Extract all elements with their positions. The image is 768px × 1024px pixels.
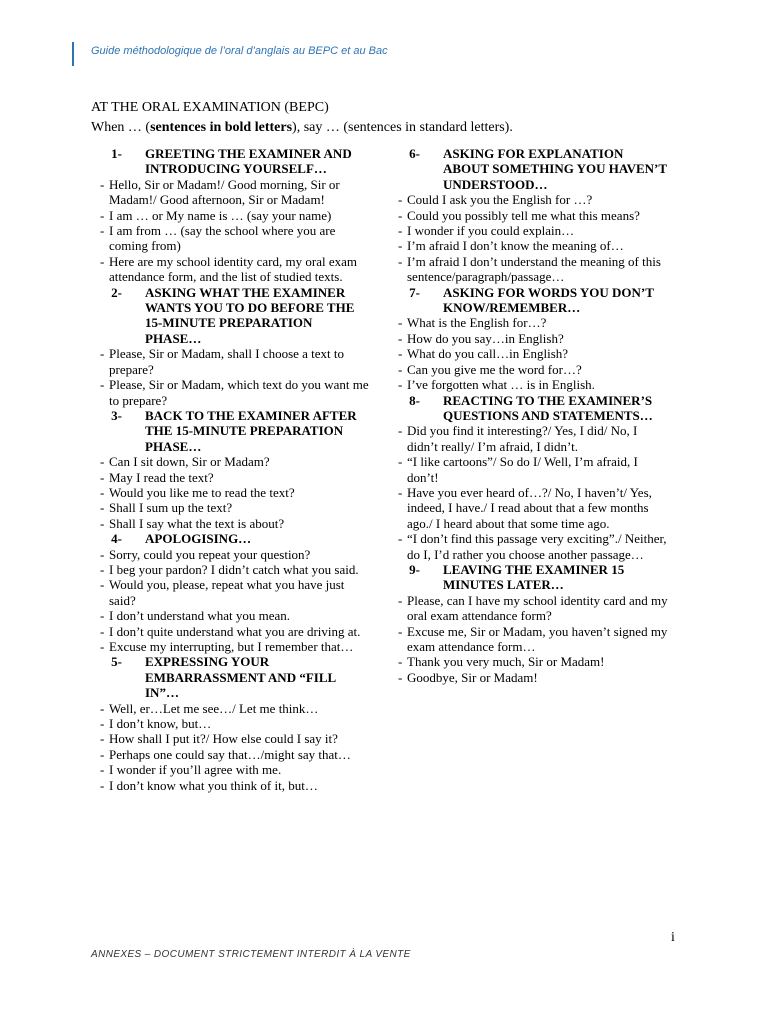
section-number: 4- [111,531,122,547]
phrase-item: - Shall I say what the text is about? [98,516,370,531]
header-rule [72,42,74,66]
phrase-item: - Excuse my interrupting, but I remember that… [98,639,370,654]
phrase-item: - Have you ever heard of…?/ No, I haven’t/ Yes, indeed, I have./ I read about that a few months ago./ I heard about that some time ago. [396,485,670,531]
page-title: AT THE ORAL EXAMINATION (BEPC) [91,100,329,115]
phrase-item: - How shall I put it?/ How else could I say it? [98,731,370,746]
section-title: GREETING THE EXAMINER AND INTRODUCING YOURSELF… [145,146,352,177]
phrase-item: - Please, Sir or Madam, which text do you want me to prepare? [98,377,370,408]
phrase-item: - Goodbye, Sir or Madam! [396,670,670,685]
phrase-item: - I don’t understand what you mean. [98,608,370,623]
section-number: 3- [111,407,122,423]
phrase-item: - Here are my school identity card, my oral exam attendance form, and the list of studied texts. [98,254,370,285]
phrase-item: - Could I ask you the English for …? [396,192,670,207]
phrase-item: - Would you, please, repeat what you have just said? [98,577,370,608]
section [98,408,370,531]
phrase-list [98,701,370,793]
section [396,393,670,562]
section-number: 8- [409,392,420,408]
phrase-item: - Perhaps one could say that…/might say that… [98,747,370,762]
intro-part1: When … ( [91,120,151,135]
section [98,285,370,408]
intro-line [91,119,513,136]
phrase-item: - “I like cartoons”/ So do I/ Well, I’m afraid, I don’t! [396,454,670,485]
phrase-item: - I’m afraid I don’t know the meaning of… [396,238,670,253]
section-heading [396,562,670,593]
phrase-item: - What do you call…in English? [396,346,670,361]
phrase-list [396,423,670,562]
phrase-item: - I don’t know, but… [98,716,370,731]
phrase-list [396,192,670,284]
section-heading [396,393,670,424]
section-number: 7- [409,284,420,300]
phrase-item: - Shall I sum up the text? [98,500,370,515]
intro-part2: ), say … (sentences in standard letters). [292,120,513,135]
page-number: i [671,930,675,945]
left-column [98,146,370,793]
phrase-item: - I don’t know what you think of it, but… [98,778,370,793]
phrase-list [98,177,370,285]
phrase-item: - “I don’t find this passage very exciting”./ Neither, do I, I’d rather you choose another passage… [396,531,670,562]
phrase-item: - I am … or My name is … (say your name) [98,208,370,223]
section-title: ASKING WHAT THE EXAMINER WANTS YOU TO DO BEFORE THE 15-MINUTE PREPARATION PHASE… [145,284,355,346]
section-title: EXPRESSING YOUR EMBARRASSMENT AND “FILL IN”… [145,654,336,701]
right-column [396,146,670,685]
phrase-list [396,315,670,392]
phrase-item: - Did you find it interesting?/ Yes, I did/ No, I didn’t really/ I’m afraid, I didn’t. [396,423,670,454]
phrase-item: - I’m afraid I don’t understand the meaning of this sentence/paragraph/passage… [396,254,670,285]
phrase-item: - Well, er…Let me see…/ Let me think… [98,701,370,716]
phrase-item: - I beg your pardon? I didn’t catch what you said. [98,562,370,577]
section-number: 1- [111,146,122,161]
section-heading [98,146,370,177]
section [396,285,670,393]
phrase-item: - Please, Sir or Madam, shall I choose a text to prepare? [98,346,370,377]
section-title: BACK TO THE EXAMINER AFTER THE 15-MINUTE PREPARATION PHASE… [145,407,357,454]
intro-bold: sentences in bold letters [150,120,293,135]
section-title: ASKING FOR WORDS YOU DON’T KNOW/REMEMBER… [443,284,654,316]
phrase-item: - Could you possibly tell me what this means? [396,208,670,223]
section-heading [396,285,670,316]
section [98,531,370,654]
section-number: 5- [111,654,122,670]
section-heading [98,531,370,546]
phrase-item: - How do you say…in English? [396,331,670,346]
running-header: Guide méthodologique de l’oral d’anglais au BEPC et au Bac [91,45,388,57]
phrase-item: - I wonder if you could explain… [396,223,670,238]
phrase-list [98,547,370,655]
phrase-list [98,346,370,408]
section [396,146,670,285]
phrase-item: - Thank you very much, Sir or Madam! [396,654,670,669]
phrase-list [98,454,370,531]
section [98,654,370,793]
section-heading [396,146,670,192]
phrase-item: - What is the English for…? [396,315,670,330]
section-heading [98,285,370,347]
section [396,562,670,685]
phrase-item: - Would you like me to read the text? [98,485,370,500]
phrase-list [396,593,670,685]
phrase-item: - I’ve forgotten what … is in English. [396,377,670,392]
section-title: APOLOGISING… [145,531,252,547]
section-number: 9- [409,561,420,577]
section-title: REACTING TO THE EXAMINER’S QUESTIONS AND STATEMENTS… [443,392,653,423]
section-heading [98,408,370,454]
phrase-item: - Can you give me the word for…? [396,362,670,377]
phrase-item: - Excuse me, Sir or Madam, you haven’t signed my exam attendance form… [396,624,670,655]
section-number: 2- [111,284,122,300]
phrase-item: - Hello, Sir or Madam!/ Good morning, Sir or Madam!/ Good afternoon, Sir or Madam! [98,177,370,208]
phrase-item: - Sorry, could you repeat your question? [98,547,370,562]
phrase-item: - I am from … (say the school where you are coming from) [98,223,370,254]
section-heading [98,654,370,700]
phrase-item: - I don’t quite understand what you are driving at. [98,624,370,639]
phrase-item: - I wonder if you’ll agree with me. [98,762,370,777]
section [98,146,370,285]
phrase-item: - May I read the text? [98,470,370,485]
section-title: ASKING FOR EXPLANATION ABOUT SOMETHING YOU HAVEN’T UNDERSTOOD… [443,146,667,192]
phrase-item: - Can I sit down, Sir or Madam? [98,454,370,469]
section-title: LEAVING THE EXAMINER 15 MINUTES LATER… [443,561,625,593]
phrase-item: - Please, can I have my school identity card and my oral exam attendance form? [396,593,670,624]
section-number: 6- [409,146,420,161]
footer-notice: ANNEXES – DOCUMENT STRICTEMENT INTERDIT À LA VENTE [91,949,411,960]
